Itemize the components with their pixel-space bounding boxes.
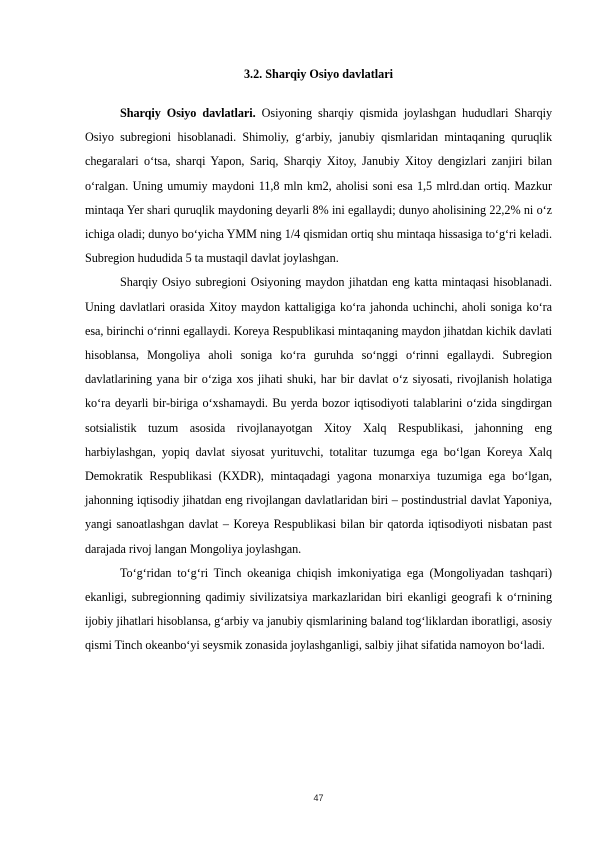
paragraph-lead: Sharqiy Osiyo davlatlari.: [120, 106, 256, 120]
document-page: [85, 0, 552, 842]
body-text: [85, 101, 552, 658]
paragraph-1: [85, 101, 552, 270]
page-number: 47: [313, 793, 324, 803]
paragraph-text: Sharqiy Osiyo subregioni Osiyoning maydon jihatdan eng katta mintaqasi hisoblanadi. Uning davlatlari orasida Xitoy maydon kattaligiga ko‘ra jahonda uchinchi, aholi soniga ko‘ra esa, birinchi o‘rinni egallaydi. Koreya Respublikasi mintaqaning maydon jihatdan kichik davlati hisoblansa, Mongoliya aholi soniga ko‘ra guruhda so‘nggi o‘rinni egallaydi. Subregion davlatlarining yana bir o‘ziga xos jihati shuki, har bir davlat o‘z siyosati, rivojlanish holatiga ko‘ra deyarli bir-biriga o‘xshamaydi. Bu yerda bozor iqtisodiyoti talablarini o‘zida singdirgan sotsialistik tuzum asosida rivojlanayotgan Xitoy Xalq Respublikasi, jahonning eng harbiylashgan, yopiq davlat siyosat yurituvchi, totalitar tuzumga ega bo‘lgan Koreya Xalq Demokratik Respublikasi (KXDR), mintaqadagi yagona monarxiya tuzumiga ega bo‘lgan, jahonning iqtisodiy jihatdan eng rivojlangan davlatlaridan biri – postindustrial davlat Yaponiya, yangi sanoatlashgan davlat – Koreya Respublikasi bilan bir qatorda iqtisodiyoti nisbatan past darajada rivoj langan Mongoliya joylashgan.: [85, 275, 552, 556]
section-title: 3.2. Sharqiy Osiyo davlatlari: [243, 67, 394, 81]
paragraph-text: To‘g‘ridan to‘g‘ri Tinch okeaniga chiqish imkoniyatiga ega (Mongoliyadan tashqari) ekanligi, subregionning qadimiy sivilizatsiya markazlaridan biri ekanligi geografi k o‘rnining ijobiy jihatlari hisoblansa, g‘arbiy va janubiy qismlarining baland tog‘liklardan iboratligi, asosiy qismi Tinch okeanbo‘yi seysmik zonasida joylashganligi, salbiy jihat sifatida namoyon bo‘ladi.: [85, 565, 552, 653]
paragraph-text: Osiyoning sharqiy qismida joylashgan hududlari Sharqiy Osiyo subregioni hisoblanadi. Shimoliy, g‘arbiy, janubiy qismlaridan mintaqaning quruqlik chegaralari o‘tsa, sharqi Yapon, Sariq, Sharqiy Xitoy, Janubiy Xitoy dengizlari zanjiri bilan o‘ralgan. Uning umumiy maydoni 11,8 mln km2, aholisi soni esa 1,5 mlrd.dan ortiq. Mazkur mintaqa Yer shari quruqlik maydoning deyarli 8% ini egallaydi; dunyo aholisining 22,2% ni o‘z ichiga oladi; dunyo bo‘yicha YMM ning 1/4 qismidan ortiq shu mintaqa hissasiga to‘g‘ri keladi. Subregion hududida 5 ta mustaqil davlat joylashgan.: [85, 106, 552, 266]
paragraph-3: [85, 561, 552, 658]
paragraph-2: [85, 270, 552, 560]
